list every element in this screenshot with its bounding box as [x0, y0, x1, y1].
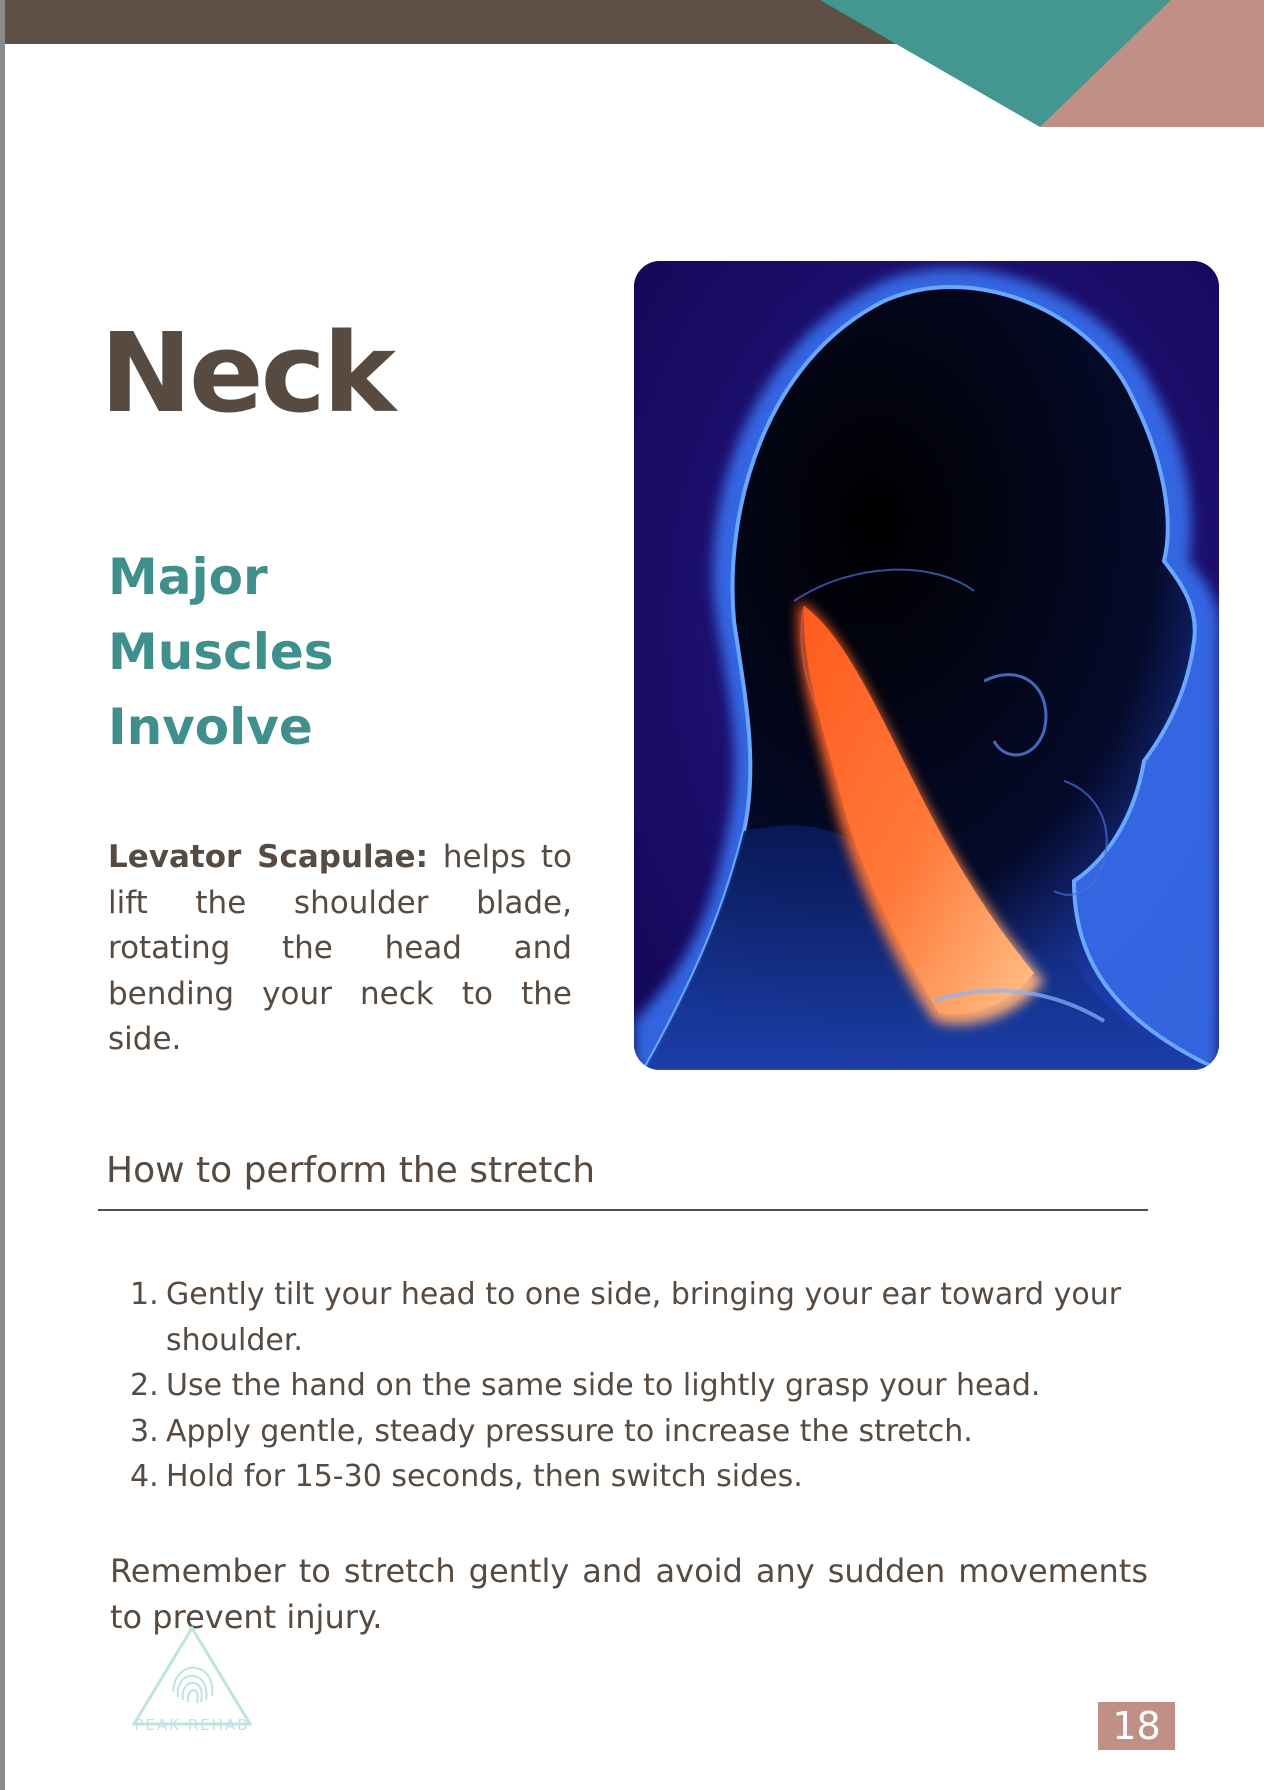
subtitle-line: Major — [108, 548, 268, 606]
step-number: 1. — [130, 1277, 159, 1312]
step-text: Gently tilt your head to one side, bringing your ear toward your shoulder. — [166, 1277, 1122, 1358]
closing-note: Remember to stretch gently and avoid any sudden movements to prevent injury. — [110, 1552, 1148, 1636]
step-number: 4. — [130, 1459, 159, 1494]
muscle-function: helps to lift the shoulder blade, rotating the head and bending your neck to the side. — [108, 839, 572, 1057]
subtitle-line: Involve — [108, 698, 313, 756]
logo-wordmark: PEAK REHAB — [134, 1716, 250, 1734]
muscle-description — [108, 835, 572, 1063]
step-item — [132, 1363, 1162, 1409]
section-subtitle — [108, 540, 408, 765]
corner-decoration — [0, 0, 1264, 130]
muscle-name: Levator Scapulae: — [108, 839, 428, 875]
stretch-heading: How to perform the stretch — [106, 1150, 596, 1191]
step-text: Apply gentle, steady pressure to increase the stretch. — [166, 1413, 973, 1449]
step-item — [132, 1272, 1162, 1363]
step-text: Use the hand on the same side to lightly grasp your head. — [166, 1368, 1041, 1403]
step-item — [132, 1454, 1162, 1500]
page-title: Neck — [100, 309, 394, 437]
anatomy-graphic — [634, 261, 1219, 1070]
neck-anatomy-illustration — [634, 261, 1219, 1070]
step-number: 3. — [130, 1413, 159, 1449]
stretch-steps-list — [132, 1272, 1162, 1500]
step-number: 2. — [130, 1368, 159, 1403]
page-edge — [0, 0, 5, 1790]
subtitle-line: Muscles — [108, 623, 334, 681]
page-number: 18 — [1098, 1702, 1175, 1750]
step-text: Hold for 15-30 seconds, then switch sides. — [166, 1459, 803, 1494]
heading-divider — [98, 1209, 1148, 1211]
step-item — [132, 1409, 1162, 1455]
